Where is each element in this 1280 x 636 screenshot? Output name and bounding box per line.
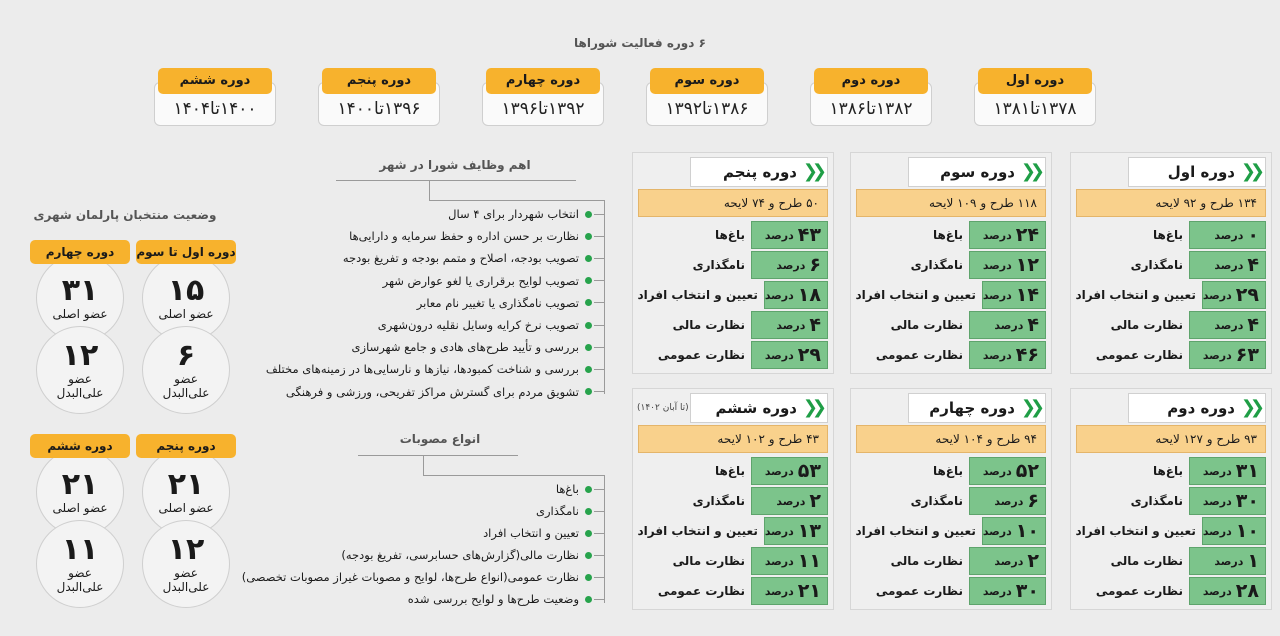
bullet-icon [585,233,592,240]
duty-item: انتخاب شهردار برای ۴ سال [448,204,604,224]
bullet-icon [585,255,592,262]
stat-value: ۱۲ درصد [969,251,1046,279]
stat-value: ۱۱ درصد [751,547,828,575]
stat-row [856,547,1046,575]
divider [358,455,518,456]
duties-title: اهم وظایف شورا در شهر [379,158,531,172]
stat-row [1076,311,1266,339]
stat-row [856,251,1046,279]
term-card [1070,388,1272,610]
connector [594,302,604,303]
card-title: دوره پنجم [722,163,797,181]
stat-row [1076,251,1266,279]
card-note: (تا آبان ۱۴۰۲) [637,403,689,413]
alternate-members-circle: ۱۲ عضو علی‌البدل [36,326,124,414]
duty-item: تصویب نرخ کرایه وسایل نقلیه درون‌شهری [378,315,604,335]
connector [594,577,604,578]
stat-label: تعیین و انتخاب افراد [637,288,758,302]
connector [604,475,605,603]
resolution-item: نامگذاری [536,501,604,521]
bullet-icon [585,552,592,559]
stat-label: نظارت مالی [672,318,745,332]
alternate-members-circle: ۶ عضو علی‌البدل [142,326,230,414]
card-title: دوره سوم [940,163,1015,181]
chevron-double-left-icon: ❮❮ [1240,397,1259,418]
stat-label: باغ‌ها [714,464,745,478]
connector [429,180,430,200]
duty-item: تصویب نامگذاری یا تغییر نام معابر [417,293,604,313]
duty-item: تصویب بودجه، اصلاح و متمم بودجه و تفریغ بودجه [343,248,604,268]
group-label: دوره چهارم [30,240,130,264]
connector [594,489,604,490]
stat-label: نامگذاری [910,258,963,272]
stat-label: نظارت مالی [890,554,963,568]
stat-row [856,341,1046,369]
connector [594,325,604,326]
stat-row [638,221,828,249]
connector [594,511,604,512]
card-title: دوره چهارم [929,399,1015,417]
period-label: دوره پنجم [322,68,436,94]
period-years: ۱۳۹۲تا۱۳۹۶ [482,82,604,126]
resolution-item: وضعیت طرح‌ها و لوایح بررسی شده [408,589,604,609]
period-tab-6 [154,68,276,126]
stat-label: باغ‌ها [714,228,745,242]
stat-row [638,547,828,575]
stat-value: ۶ درصد [751,251,828,279]
stat-value: ۴۳ درصد [751,221,828,249]
stat-label: تعیین و انتخاب افراد [1075,288,1196,302]
main-members-circle: ۳۱ عضو اصلی [36,254,124,342]
stat-label: تعیین و انتخاب افراد [855,288,976,302]
card-summary: ۹۴ طرح و ۱۰۴ لایحه [856,425,1046,453]
stat-label: نظارت عمومی [875,584,963,598]
stat-label: نامگذاری [1130,258,1183,272]
card-header [690,393,828,423]
connector [594,214,604,215]
stat-label: تعیین و انتخاب افراد [637,524,758,538]
stat-value: ۱۳ درصد [764,517,828,545]
stat-value: ۱۰ درصد [1202,517,1266,545]
connector [429,200,605,201]
period-years: ۱۳۸۲تا۱۳۸۶ [810,82,932,126]
chevron-double-left-icon: ❮❮ [1020,161,1039,182]
stat-value: ۱۸ درصد [764,281,828,309]
term-card [1070,152,1272,374]
bullet-icon [585,277,592,284]
stat-value: ۴ درصد [751,311,828,339]
card-summary: ۵۰ طرح و ۷۴ لایحه [638,189,828,217]
stat-row [638,251,828,279]
stat-value: ۴ درصد [1189,251,1266,279]
bullet-icon [585,486,592,493]
stat-value: ۲۴ درصد [969,221,1046,249]
resolution-item: باغ‌ها [556,479,604,499]
connector [594,533,604,534]
connector [594,258,604,259]
stat-value: ۳۰ درصد [969,577,1046,605]
stat-label: تعیین و انتخاب افراد [855,524,976,538]
stat-value: ۵۲ درصد [969,457,1046,485]
stat-row [1076,517,1266,545]
stat-label: نظارت مالی [1110,318,1183,332]
duty-item: نظارت بر حسن اداره و حفظ سرمایه و دارایی‌ها [349,226,604,246]
bullet-icon [585,299,592,306]
period-label: دوره دوم [814,68,928,94]
stat-row [856,221,1046,249]
chevron-double-left-icon: ❮❮ [1020,397,1039,418]
stat-label: نامگذاری [910,494,963,508]
stat-value: ۴ درصد [969,311,1046,339]
stat-label: نامگذاری [1130,494,1183,508]
stat-row [856,457,1046,485]
stat-row [1076,487,1266,515]
stat-row [1076,577,1266,605]
connector [604,200,605,394]
period-years: ۱۴۰۰تا۱۴۰۴ [154,82,276,126]
stat-row [638,311,828,339]
connector [423,455,424,475]
connector [594,391,604,392]
stat-value: ۲۱ درصد [751,577,828,605]
chevron-double-left-icon: ❮❮ [802,397,821,418]
stat-row [856,517,1046,545]
stat-row [1076,221,1266,249]
term-card [632,152,834,374]
main-members-circle: ۱۵ عضو اصلی [142,254,230,342]
stat-value: ۳۱ درصد [1189,457,1266,485]
connector [594,369,604,370]
bullet-icon [585,596,592,603]
period-tab-2 [810,68,932,126]
chevron-double-left-icon: ❮❮ [1240,161,1259,182]
card-title: دوره دوم [1167,399,1235,417]
period-years: ۱۳۹۶تا۱۴۰۰ [318,82,440,126]
stat-row [638,341,828,369]
duty-item: تصویب لوایح برقراری یا لغو عوارض شهر [383,271,604,291]
stat-label: نظارت عمومی [875,348,963,362]
card-header [908,157,1046,187]
stat-label: نظارت مالی [672,554,745,568]
stat-row [638,281,828,309]
card-header [690,157,828,187]
card-header [1128,393,1266,423]
divider [336,180,576,181]
period-label: دوره ششم [158,68,272,94]
stat-value: ۲ درصد [751,487,828,515]
stat-label: نظارت عمومی [657,348,745,362]
main-members-circle: ۲۱ عضو اصلی [36,448,124,536]
stat-label: تعیین و انتخاب افراد [1075,524,1196,538]
stat-label: نامگذاری [692,494,745,508]
stat-value: ۱ درصد [1189,547,1266,575]
connector [423,475,605,476]
period-label: دوره چهارم [486,68,600,94]
stat-row [638,457,828,485]
stat-value: ۵۳ درصد [751,457,828,485]
period-tab-3 [646,68,768,126]
card-summary: ۴۳ طرح و ۱۰۲ لایحه [638,425,828,453]
stat-label: باغ‌ها [932,464,963,478]
stat-value: ۰ درصد [1189,221,1266,249]
period-tab-4 [482,68,604,126]
stat-value: ۲۹ درصد [1202,281,1266,309]
bullet-icon [585,574,592,581]
bullet-icon [585,508,592,515]
card-title: دوره ششم [715,399,797,417]
group-label: دوره پنجم [136,434,236,458]
stat-label: نامگذاری [692,258,745,272]
card-summary: ۹۳ طرح و ۱۲۷ لایحه [1076,425,1266,453]
stat-value: ۴۶ درصد [969,341,1046,369]
bullet-icon [585,322,592,329]
group-label: دوره اول تا سوم [136,240,236,264]
stat-row [1076,547,1266,575]
card-title: دوره اول [1167,163,1235,181]
stat-value: ۴ درصد [1189,311,1266,339]
page-title: ۶ دوره فعالیت شوراها [574,36,706,50]
bullet-icon [585,211,592,218]
alternate-members-circle: ۱۲ عضو علی‌البدل [142,520,230,608]
stat-value: ۳۰ درصد [1189,487,1266,515]
connector [594,236,604,237]
duty-item: بررسی و تأیید طرح‌های هادی و جامع شهرسازی [352,337,604,357]
stat-value: ۱۰ درصد [982,517,1046,545]
resolutions-title: انواع مصوبات [399,432,481,446]
bullet-icon [585,366,592,373]
stat-label: نظارت عمومی [1095,584,1183,598]
stat-row [638,517,828,545]
stat-row [856,311,1046,339]
connector [594,280,604,281]
duty-item: بررسی و شناخت کمبودها، نیازها و نارسایی‌ها در زمینه‌های مختلف [266,359,604,379]
bullet-icon [585,530,592,537]
stat-row [638,577,828,605]
term-card [850,388,1052,610]
stat-row [856,487,1046,515]
card-header [1128,157,1266,187]
stat-value: ۱۴ درصد [982,281,1046,309]
card-summary: ۱۱۸ طرح و ۱۰۹ لایحه [856,189,1046,217]
stat-row [1076,457,1266,485]
chevron-double-left-icon: ❮❮ [802,161,821,182]
resolution-item: تعیین و انتخاب افراد [483,523,604,543]
stat-value: ۶۳ درصد [1189,341,1266,369]
stat-row [856,281,1046,309]
stat-row [856,577,1046,605]
card-summary: ۱۳۴ طرح و ۹۲ لایحه [1076,189,1266,217]
connector [594,555,604,556]
stat-row [1076,341,1266,369]
stat-label: نظارت مالی [890,318,963,332]
main-members-circle: ۲۱ عضو اصلی [142,448,230,536]
period-tab-1 [974,68,1096,126]
period-label: دوره سوم [650,68,764,94]
stat-value: ۲ درصد [969,547,1046,575]
connector [594,599,604,600]
stat-row [638,487,828,515]
period-tab-5 [318,68,440,126]
stat-label: باغ‌ها [932,228,963,242]
card-header [908,393,1046,423]
resolution-item: نظارت عمومی(انواع طرح‌ها، لوایح و مصوبات غیراز مصوبات تخصصی) [242,567,604,587]
stat-label: باغ‌ها [1152,228,1183,242]
stat-label: نظارت عمومی [1095,348,1183,362]
period-years: ۱۳۸۶تا۱۳۹۲ [646,82,768,126]
stat-label: نظارت عمومی [657,584,745,598]
stat-row [1076,281,1266,309]
parliament-title: وضعیت منتخبان پارلمان شهری [33,208,217,222]
bullet-icon [585,344,592,351]
stat-value: ۶ درصد [969,487,1046,515]
duty-item: تشویق مردم برای گسترش مراکز تفریحی، ورزشی و فرهنگی [286,382,604,402]
term-card [632,388,834,610]
stat-label: باغ‌ها [1152,464,1183,478]
resolution-item: نظارت مالی(گزارش‌های حسابرسی، تفریغ بودجه) [341,545,604,565]
stat-label: نظارت مالی [1110,554,1183,568]
stat-value: ۲۹ درصد [751,341,828,369]
connector [594,347,604,348]
bullet-icon [585,388,592,395]
alternate-members-circle: ۱۱ عضو علی‌البدل [36,520,124,608]
group-label: دوره ششم [30,434,130,458]
period-years: ۱۳۷۸تا۱۳۸۱ [974,82,1096,126]
term-card [850,152,1052,374]
stat-value: ۲۸ درصد [1189,577,1266,605]
period-label: دوره اول [978,68,1092,94]
